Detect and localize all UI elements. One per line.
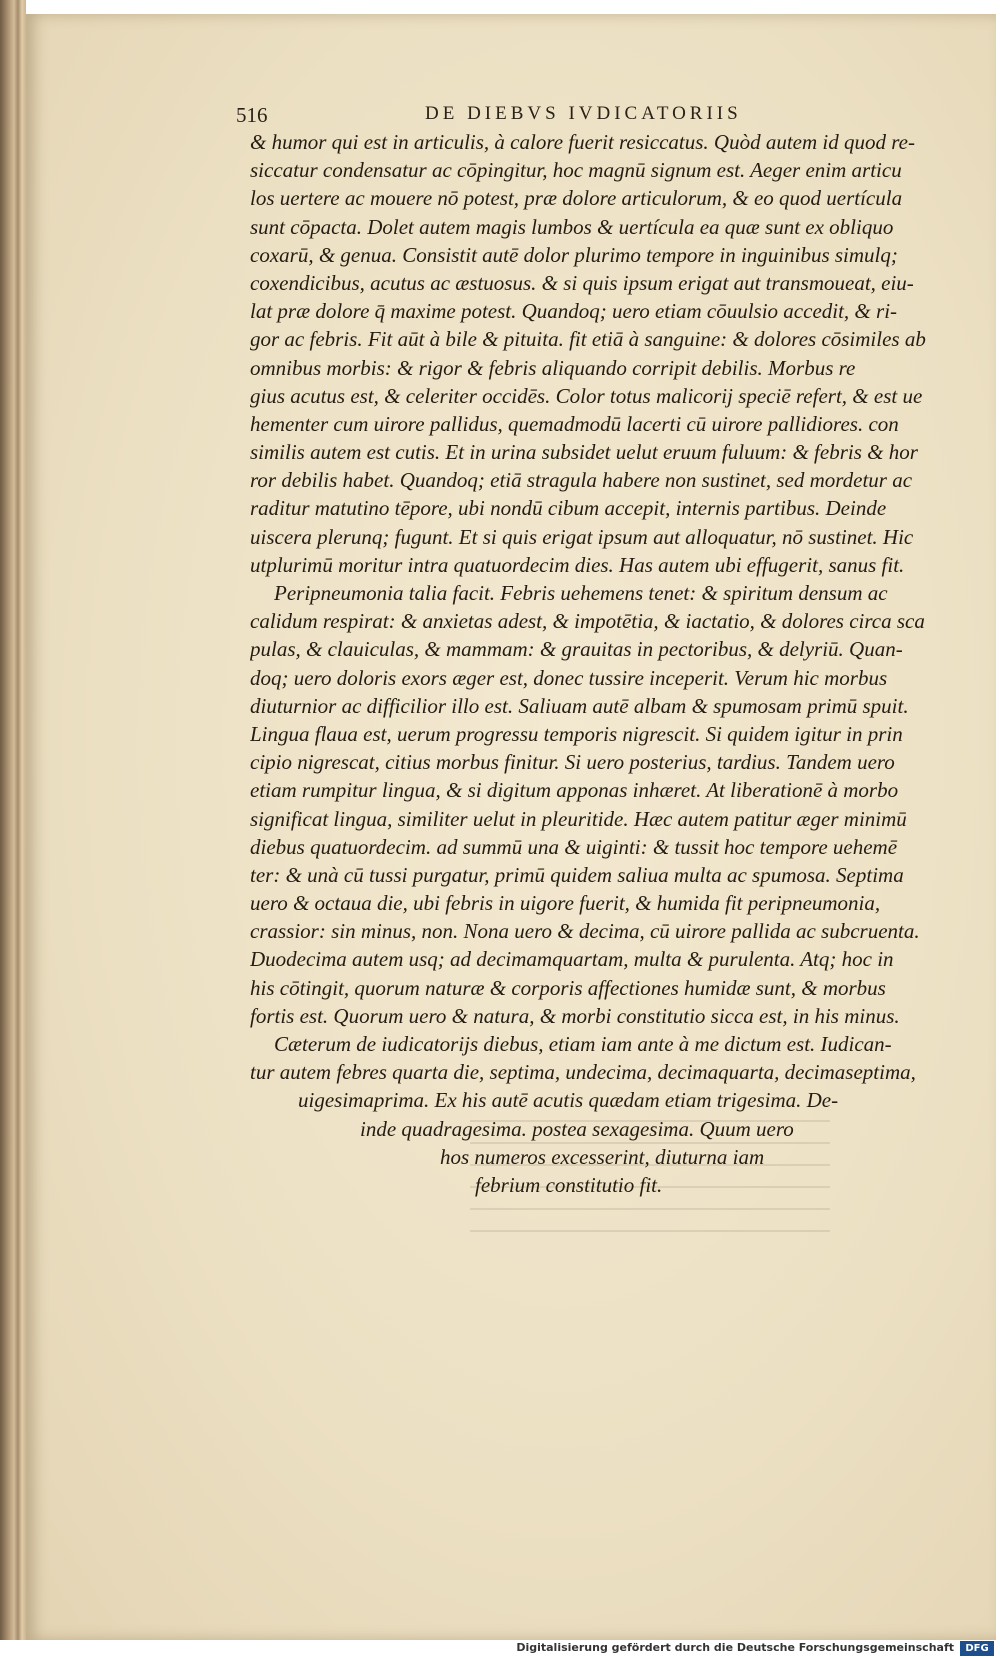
show-through-ink — [470, 1120, 830, 1270]
running-head: DE DIEBVS IVDICATORIIS — [425, 103, 742, 124]
tapered-line: uigesimaprima. Ex his autē acutis quædam etiam trigesima. De- — [298, 1088, 839, 1113]
text-line: similis autem est cutis. Et in urina subsidet uelut eruum fuluum: & febris & hor — [250, 440, 918, 465]
text-line: gor ac febris. Fit aūt à bile & pituita. fit etiā à sanguine: & dolores cōsimiles ab — [250, 327, 926, 352]
text-line: diebus quatuordecim. ad summū una & uiginti: & tussit hoc tempore uehemē — [250, 834, 898, 859]
text-line: ter: & unà cū tussi purgatur, primū quidem saliua multa ac spumosa. Septima — [250, 862, 904, 887]
tapered-line: inde quadragesima. postea sexagesima. Quum uero — [360, 1116, 794, 1141]
text-line: pulas, & clauiculas, & mammam: & grauitas in pectoribus, & delyriū. Quan- — [250, 637, 903, 662]
text-line: tur autem febres quarta die, septima, undecima, decimaquarta, decimaseptima, — [250, 1060, 916, 1085]
paragraph-start-line: Peripneumonia talia facit. Febris uehemens tenet: & spiritum densum ac — [274, 581, 888, 605]
dfg-logo-icon: DFG — [960, 1641, 994, 1656]
text-line: uero & octaua die, ubi febris in uigore fuerit, & humida fit peripneumonia, — [250, 891, 881, 916]
text-line: calidum respirat: & anxietas adest, & impotētia, & iactatio, & dolores circa sca — [250, 609, 925, 634]
text-line: utplurimū moritur intra quatuordecim dies. Has autem ubi effugerit, sanus fit. — [250, 552, 905, 577]
text-line: Duodecima autem usq; ad decimamquartam, multa & purulenta. Atq; hoc in — [250, 947, 894, 972]
text-line: diuturnior ac difficilior illo est. Saliuam autē albam & spumosam primū spuit. — [250, 693, 909, 718]
text-line: his cōtingit, quorum naturæ & corporis affectiones humidæ sunt, & morbus — [250, 975, 886, 1000]
paragraph-start-line: Cæterum de iudicatorijs diebus, etiam iam ante à me dictum est. Iudican- — [274, 1032, 892, 1056]
text-line: doq; uero doloris exors æger est, donec tussire inceperit. Verum hic morbus — [250, 665, 888, 690]
text-line: uiscera plerunq; fugunt. Et si quis erigat ipsum aut alloquatur, nō sustinet. Hic — [250, 524, 914, 549]
digitization-credit: Digitalisierung gefördert durch die Deutsche Forschungsgemeinschaft — [516, 1641, 954, 1654]
tapered-line: hos numeros excesserint, diuturna iam — [440, 1144, 765, 1169]
text-line: Lingua flaua est, uerum progressu temporis nigrescit. Si quidem igitur in prin — [250, 721, 903, 746]
text-line: los uertere ac mouere nō potest, præ dolore articulorum, & eo quod uertícula — [250, 186, 903, 211]
text-line: & humor qui est in articulis, à calore fuerit resiccatus. Quòd autem id quod re- — [250, 130, 915, 154]
text-line: hementer cum uirore pallidus, quemadmodū lacerti cū uirore pallidiores. con — [250, 411, 899, 436]
text-line: raditur matutino tēpore, ubi nondū cibum accepit, internis partibus. Deinde — [250, 496, 887, 521]
text-line: ror debilis habet. Quandoq; etiā stragula habere non sustinet, sed mordetur ac — [250, 468, 913, 493]
text-line: sunt cōpacta. Dolet autem magis lumbos & uertícula ea quæ sunt ex obliquo — [250, 214, 894, 239]
text-line: fortis est. Quorum uero & natura, & morbi constitutio sicca est, in his minus. — [250, 1003, 900, 1028]
text-line: cipio nigrescat, citius morbus finitur. Si uero posterius, tardius. Tandem uero — [250, 750, 895, 775]
text-line: omnibus morbis: & rigor & febris aliquando corripit debilis. Morbus re — [250, 355, 856, 380]
text-line: lat præ dolore q̄ maxime potest. Quandoq; uero etiam cōuulsio accedit, & ri- — [250, 299, 898, 324]
tapered-line: febrium constitutio fit. — [475, 1172, 663, 1197]
page-number: 516 — [236, 103, 268, 127]
text-line: coxendicibus, acutus ac æstuosus. & si quis ipsum erigat aut transmoueat, eiu- — [250, 270, 914, 295]
text-line: etiam rumpitur lingua, & si digitum apponas inhæret. At liberationē à morbo — [250, 778, 899, 803]
text-line: gius acutus est, & celeriter occidēs. Color totus malicorij speciē refert, & est ue — [250, 383, 923, 408]
main-text-block — [250, 128, 950, 1199]
text-line: siccatur condensatur ac cōpingitur, hoc magnū signum est. Aeger enim articu — [250, 158, 902, 183]
book-page-edges — [0, 0, 26, 1640]
text-line: significat lingua, similiter uelut in pleuritide. Hæc autem patitur æger minimū — [250, 806, 907, 831]
text-line: coxarū, & genua. Consistit autē dolor plurimo tempore in inguinibus simulq; — [250, 242, 898, 267]
text-line: crassior: sin minus, non. Nona uero & decima, cū uirore pallida ac subcruenta. — [250, 919, 920, 944]
